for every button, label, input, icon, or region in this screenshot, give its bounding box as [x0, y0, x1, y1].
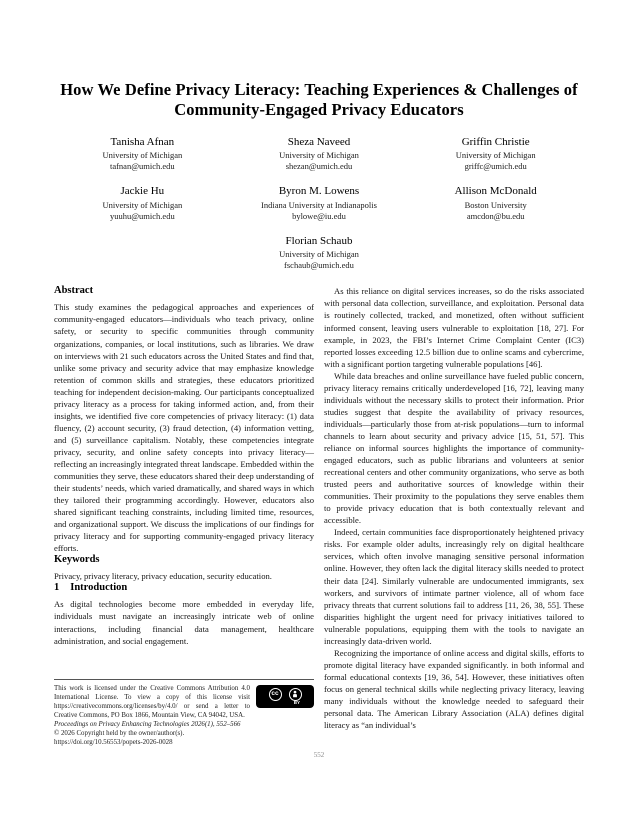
author-7 — [231, 235, 407, 272]
section-title: Introduction — [70, 582, 128, 594]
abstract-text: This study examines the pedagogical approaches and experiences of community-engaged educators—individuals who teach privacy, online safety, or security to specific communities through community organizations, companies, or local institutions, such as libraries. We draw on interviews with 21 such educators across the United States and find that, unlike some privacy and security advice that may emphasize knowledge retention of common skills and strategies, these educators prioritized teaching for independent decision-making. Our participants conceptualized privacy literacy as a process for taking informed action, and, from their insights, we identified five core competencies of privacy literacy: (1) data fluency, (2) account security, (3) fraud detection, (4) information vetting, and (5) surveillance capitalism. Notably, these competencies integrate privacy, security, and online safety concepts into privacy literacy—reflecting an increasingly integrated threat landscape. Embedded within the communities they serve, these educators shared their deep understanding of their students’ needs, which varied dramatically, and shared ways in which they tailored their programming accordingly. However, educators also shared significant teaching constraints, including limited time, resources, and organizational support. We discuss the implications of our findings for privacy literacy and for supporting community-engaged privacy literacy efforts. — [54, 302, 314, 554]
author-email: fschaub@umich.edu — [284, 260, 354, 271]
cc-by-label: BY — [293, 700, 300, 706]
author-name: Sheza Naveed — [287, 135, 351, 148]
body-paragraph: As this reliance on digital services increases, so do the risks associated with personal data collection, surveillance, and exploitation. Personal data is routinely collected, tracked, and monetized, often without sufficient informed consent, leaving users vulnerable to exploitation [18, 27]. For example, in 2023, the FBI’s Internet Crime Complaint Center (IC3) reported losses exceeding 12.5 billion due to online scams and cybercrime, with a significant portion targeting vulnerable populations [46]. — [324, 286, 584, 369]
license-block — [54, 679, 314, 747]
author-email: shezan@umich.edu — [285, 161, 353, 172]
author-email: yuuhu@umich.edu — [109, 210, 175, 221]
cc-license-badge[interactable] — [256, 685, 314, 708]
body-paragraph: Recognizing the importance of online access and digital skills, efforts to promote digital literacy have expanded significantly. in both informal and formal educational contexts [19, 36, 54]. However, these initiatives often focus on general technical skills while neglecting privacy literacy, leaving many individuals without the knowledge needed to safeguard their personal data. The American Library Association (ALA) defines digital literacy as “an individual’s — [324, 647, 584, 731]
authors-row-2 — [54, 185, 584, 222]
paper-title: How We Define Privacy Literacy: Teaching Experiences & Challenges of Community-Engaged Privacy Educators — [60, 80, 578, 119]
author-email: bylowe@iu.edu — [292, 210, 346, 221]
author-affiliation: Indiana University at Indianapolis — [261, 199, 377, 210]
section-number: 1 — [54, 582, 60, 594]
abstract-heading: Abstract — [54, 285, 94, 297]
author-affiliation: University of Michigan — [279, 150, 359, 161]
body-paragraph: While data breaches and online surveillance have fueled public concern, privacy literacy remains critically underdeveloped [16, 72], leaving many individuals without the necessary skills to protect their information. Prior studies suggest that despite the availability of privacy resources, individuals—particularly those from at-risk populations—turn to informal channels to learn about security and privacy advice [15, 51, 57]. This reliance on informal sources highlights the importance of community-engaged educators, such as public librarians and volunteers at senior recreational centers and other community organizations, who serve as both trusted peers and authoritative sources of knowledge within their communities. Their proximity to the populations they serve enables them to provide privacy education that is both contextually relevant and accessible. — [324, 370, 584, 526]
author-email: griffc@umich.edu — [464, 161, 527, 172]
author-3 — [407, 136, 584, 173]
author-affiliation: University of Michigan — [102, 199, 183, 210]
left-column — [54, 285, 314, 747]
author-email: tafnan@umich.edu — [109, 161, 175, 172]
author-name: Jackie Hu — [120, 185, 165, 198]
license-text: This work is licensed under the Creative Commons Attribution 4.0 International License. To view a copy of this license visit https://creativecommons.org/licenses/by/4.0/ or send a letter to Creative Commons, PO Box 1866, Mountain View, CA 94042, USA. — [54, 685, 250, 720]
authors-row-3 — [54, 235, 584, 272]
author-name: Tanisha Afnan — [110, 135, 175, 148]
authors-row-1 — [54, 136, 584, 173]
author-email: amcdon@bu.edu — [466, 210, 525, 221]
author-affiliation: University of Michigan — [279, 249, 359, 260]
doi-link[interactable]: https://doi.org/10.56553/popets-2026-0028 — [54, 739, 173, 747]
proceedings-citation: Proceedings on Privacy Enhancing Technologies 2026(1), 552–566 — [54, 721, 241, 729]
keywords-heading: Keywords — [54, 554, 100, 566]
author-affiliation: Boston University — [464, 199, 527, 210]
introduction-paragraph: As digital technologies become more embedded in everyday life, individuals must navigate an increasingly intricate web of online interactions, including financial data management, healthcare administration, and social engagement. — [54, 599, 314, 646]
introduction-heading — [54, 582, 314, 593]
keywords-text: Privacy, privacy literacy, privacy education, security education. — [54, 571, 272, 582]
cc-icon: cc — [269, 688, 282, 701]
author-name: Florian Schaub — [285, 234, 353, 247]
copyright-line: © 2026 Copyright held by the owner/author(s). — [54, 730, 185, 738]
author-name: Allison McDonald — [454, 185, 537, 198]
right-column — [324, 285, 584, 747]
author-2 — [231, 136, 408, 173]
two-column-body — [54, 285, 584, 747]
author-affiliation: University of Michigan — [455, 150, 536, 161]
author-6 — [407, 185, 584, 222]
body-paragraph: Indeed, certain communities face disproportionately heightened privacy risks. For example older adults, increasingly rely on digital healthcare services, which often involve managing sensitive personal information online. However, they often lack the digital literacy skills needed to protect their data [24]. Similarly vulnerable are undocumented immigrants, sex workers, and survivors of intimate partner violence, all of whom face privacy threats that current solutions fail to address [11, 26, 38, 55]. These disparities highlight the urgent need for privacy initiatives tailored to vulnerable populations, equipping them with the tools to navigate an increasingly data-driven world. — [324, 527, 584, 646]
author-5 — [231, 185, 408, 222]
author-name: Byron M. Lowens — [278, 185, 360, 198]
author-4 — [54, 185, 231, 222]
author-affiliation: University of Michigan — [102, 150, 183, 161]
authors-block — [54, 136, 584, 272]
author-1 — [54, 136, 231, 173]
page-number: 552 — [313, 751, 325, 759]
author-name: Griffin Christie — [461, 135, 530, 148]
